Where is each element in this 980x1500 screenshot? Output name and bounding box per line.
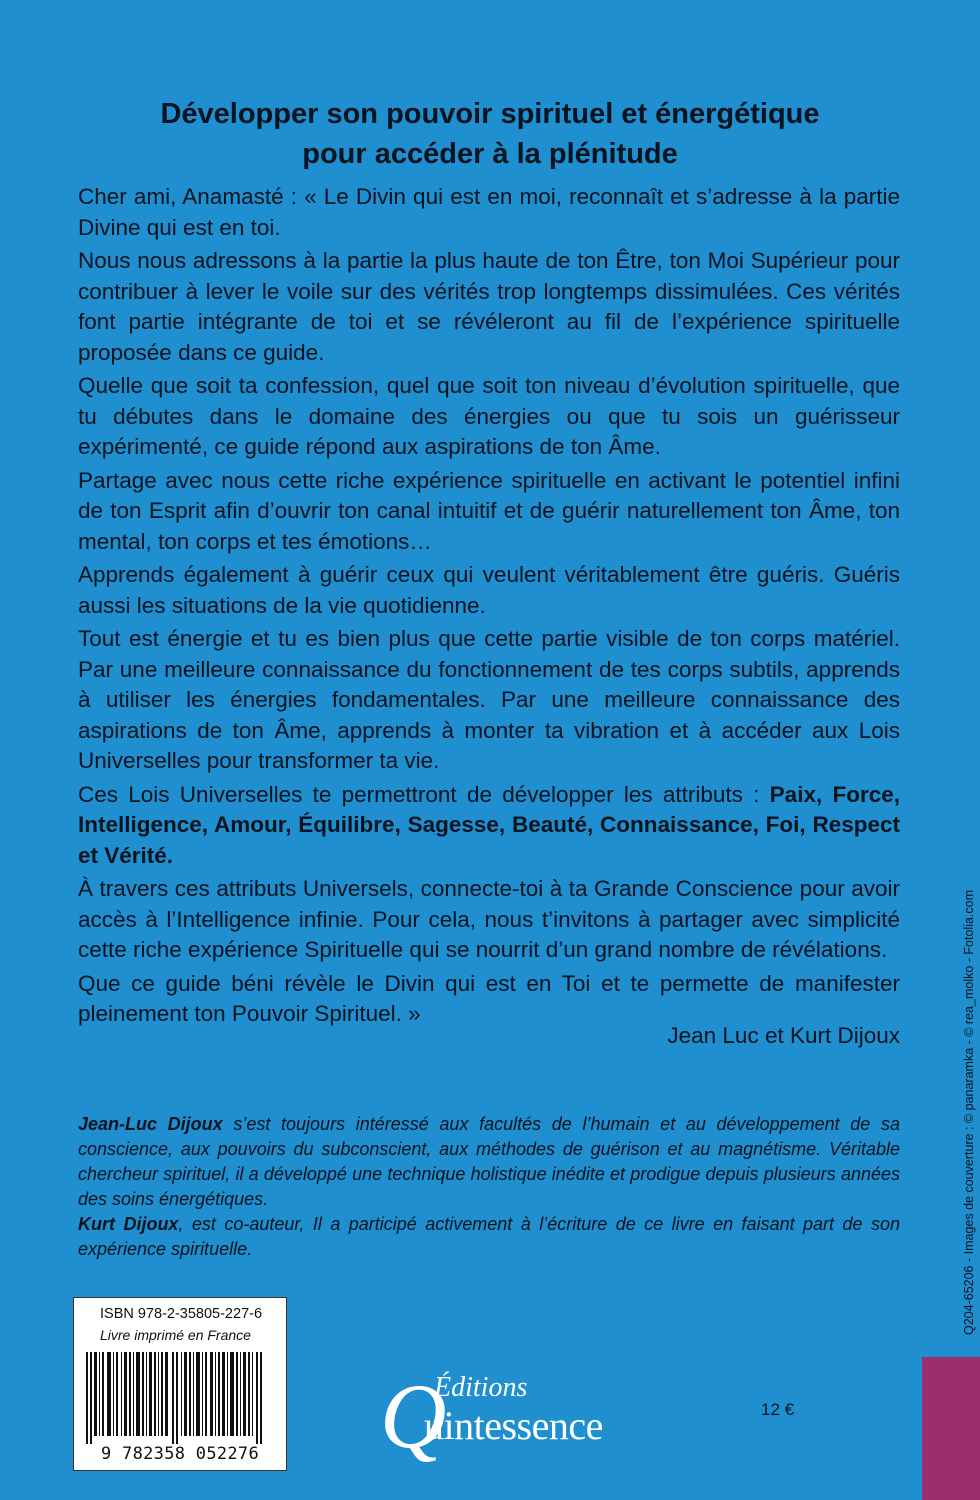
author-1-name: Jean-Luc Dijoux [78,1114,223,1134]
author-2-text: , est co-auteur, Il a participé activement à l’écriture de ce livre en faisant part de son expérience spirituelle. [78,1214,901,1259]
blurb-paragraph: Quelle que soit ta confession, quel que soit ton niveau d’évolution spirituelle, que tu débutes dans le domaine des énergies ou que tu sois un guérisseur expérimenté, ce guide répond aux aspirations de ton Âme. [78,373,900,459]
blurb-paragraph-attributes [78,780,900,872]
bio-author-2 [78,1212,900,1262]
attributes-intro: Ces Lois Universelles te permettront de développer les attributs : [78,781,770,807]
headline-line-2: pour accéder à la plénitude [302,138,678,170]
price-label: 12 € [761,1400,795,1419]
isbn-label: ISBN 978-2-35805-227-6 [100,1306,263,1322]
signature: Jean Luc et Kurt Dijoux [667,1023,900,1048]
headline-line-1: Développer son pouvoir spirituel et énergétique [160,98,820,130]
author-2-name: Kurt Dijoux [78,1214,179,1234]
image-credit: Q204-65206 - Images de couverture : © panaramka - © rea_molko - Fotolia.com [962,889,976,1335]
blurb-paragraph: Partage avec nous cette riche expérience spirituelle en activant le potentiel infini de ton Esprit afin d’ouvrir ton canal intuitif et de guérir naturellement ton Âme, ton mental, ton corps et tes émotions… [78,467,900,554]
blurb-paragraph: Tout est énergie et tu es bien plus que cette partie visible de ton corps matériel. Par une meilleure connaissance du fonctionnement de tes corps subtils, apprends à utiliser les énergies fondamentales. Par une meilleure connaissance des aspirations de ton Âme, apprends à monter ta vibration et à accéder aux Lois Universelles pour transformer ta vie. [78,626,900,773]
publisher-logo [380,1365,680,1470]
logo-editions: Éditions [434,1372,528,1403]
printed-in-label: Livre imprimé en France [100,1327,251,1343]
cover-headline [60,94,920,174]
blurb-paragraph: Cher ami, Anamasté : « Le Divin qui est en moi, reconnaît et s’adresse à la partie Divine qui est en toi. [78,184,900,240]
bio-author-1 [78,1112,900,1212]
author-1-text: s’est toujours intéressé aux facultés de l’humain et au développement de sa conscience, aux pouvoirs du subconscient, aux méthodes de guérison et au magnétisme. Véritable chercheur spirituel, il a développé une technique holistique inédite et prodigue depuis plusieurs années des soins énergétiques. [78,1114,900,1209]
blurb-paragraph: Nous nous adressons à la partie la plus haute de ton Être, ton Moi Supérieur pour contribuer à lever le voile sur des vérités trop longtemps dissimulées. Ces vérités font partie intégrante de toi et se révéleront au fil de l’expérience spirituelle proposée dans ce guide. [78,248,900,365]
author-bio [78,1112,900,1262]
blurb-paragraph: À travers ces attributs Universels, connecte-toi à ta Grande Conscience pour avoir accès à l’Intelligence infinie. Pour cela, nous t’invitons à partager avec simplicité cette riche expérience Spirituelle qui se nourrit d’un grand nombre de révélations. [78,876,900,962]
logo-name: uintessence [424,1403,603,1448]
barcode-icon [80,1352,280,1444]
barcode-digits: 9 782358 052276 [100,1444,260,1464]
isbn-block [73,1297,287,1471]
accent-strip [922,1357,980,1500]
blurb-text [78,182,900,1033]
logo-initial: Q [380,1365,447,1467]
blurb-paragraph: Que ce guide béni révèle le Divin qui est en Toi et te permette de manifester pleinement ton Pouvoir Spirituel. » [78,970,900,1026]
blurb-paragraph: Apprends également à guérir ceux qui veulent véritablement être guéris. Guéris aussi les situations de la vie quotidienne. [78,562,900,618]
attributes-list: Paix, Force, Intelligence, Amour, Équilibre, Sagesse, Beauté, Connaissance, Foi, Respect et Vérité. [78,781,900,868]
